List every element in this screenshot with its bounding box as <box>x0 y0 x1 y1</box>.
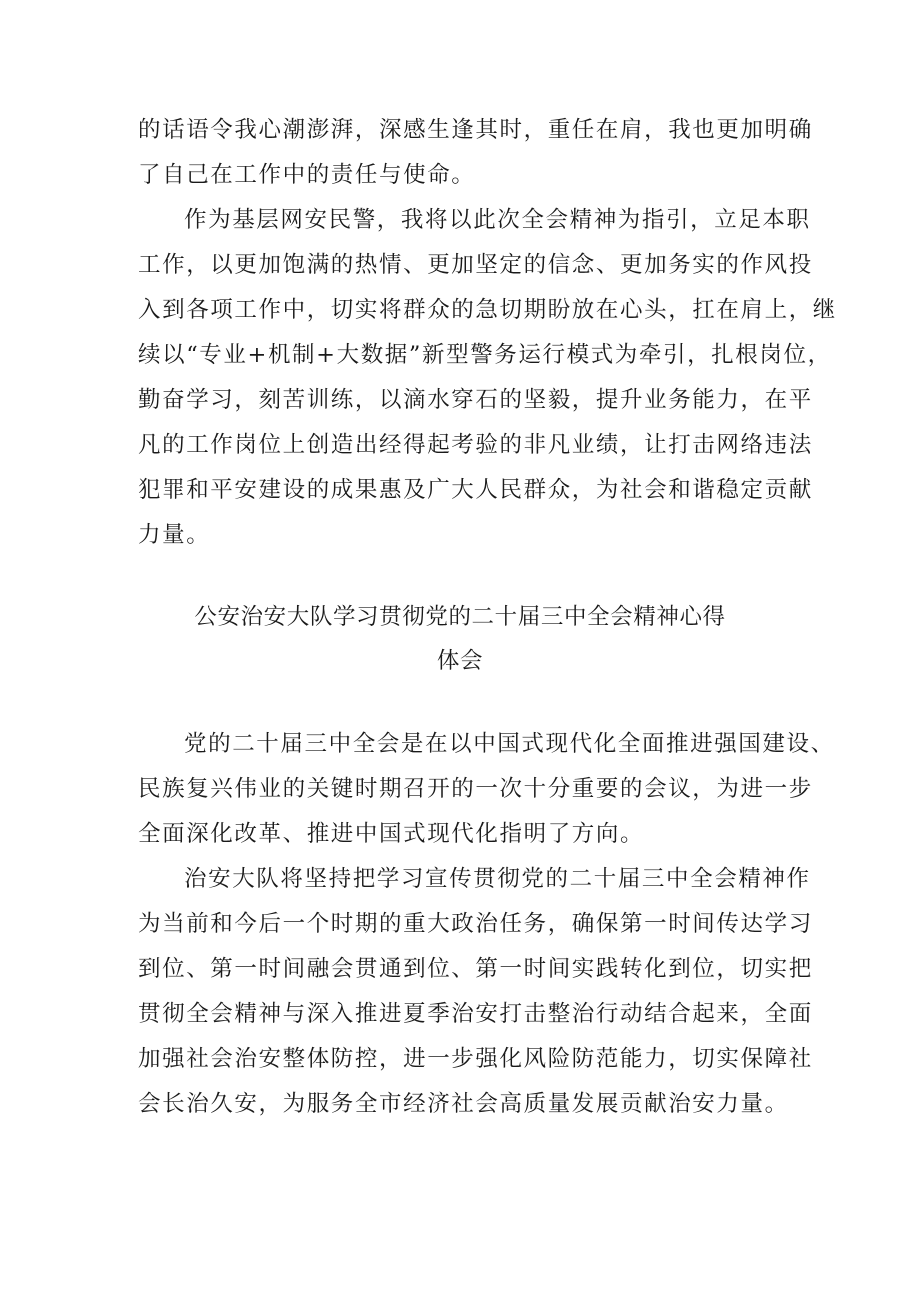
text-line: 的话语令我心潮澎湃，深感生逢其时，重任在肩，我也更加明确 <box>138 117 813 143</box>
section-one-text <box>138 108 837 558</box>
paragraph-start-line: 治安大队将坚持把学习宣传贯彻党的二十届三中全会精神作 <box>184 866 811 892</box>
text-line: 入到各项工作中，切实将群众的急切期盼放在心头，扛在肩上，继 <box>138 297 837 323</box>
text-line: 勤奋学习，刻苦训练，以滴水穿石的坚毅，提升业务能力，在平 <box>138 387 813 413</box>
text-line: 贯彻全会精神与深入推进夏季治安打击整治行动结合起来，全面 <box>138 1001 813 1027</box>
text-line: 加强社会治安整体防控，进一步强化风险防范能力，切实保障社 <box>138 1046 813 1072</box>
paragraph-start-line: 作为基层网安民警，我将以此次全会精神为指引，立足本职 <box>184 207 811 233</box>
title-line-2: 体会 <box>436 648 484 674</box>
text-line: 全面深化改革、推进中国式现代化指明了方向。 <box>138 821 645 847</box>
article-title <box>150 595 770 683</box>
text-line: 工作，以更加饱满的热情、更加坚定的信念、更加务实的作风投 <box>138 252 813 278</box>
title-line-1: 公安治安大队学习贯彻党的二十届三中全会精神心得 <box>194 604 726 630</box>
text-line: 会长治久安，为服务全市经济社会高质量发展贡献治安力量。 <box>138 1091 789 1117</box>
paragraph-start-line: 党的二十届三中全会是在以中国式现代化全面推进强国建设、 <box>184 731 835 757</box>
section-two-text <box>138 722 835 1127</box>
text-line: 凡的工作岗位上创造出经得起考验的非凡业绩，让打击网络违法 <box>138 432 813 458</box>
text-line: 民族复兴伟业的关键时期召开的一次十分重要的会议，为进一步 <box>138 776 813 802</box>
text-line: 到位、第一时间融会贯通到位、第一时间实践转化到位，切实把 <box>138 956 813 982</box>
text-line: 为当前和今后一个时期的重大政治任务，确保第一时间传达学习 <box>138 911 813 937</box>
text-line: 了自己在工作中的责任与使命。 <box>138 162 476 188</box>
text-line: 力量。 <box>138 522 211 548</box>
text-line: 续以“专业+机制+大数据”新型警务运行模式为牵引，扎根岗位， <box>138 342 832 368</box>
text-line: 犯罪和平安建设的成果惠及广大人民群众，为社会和谐稳定贡献 <box>138 477 813 503</box>
